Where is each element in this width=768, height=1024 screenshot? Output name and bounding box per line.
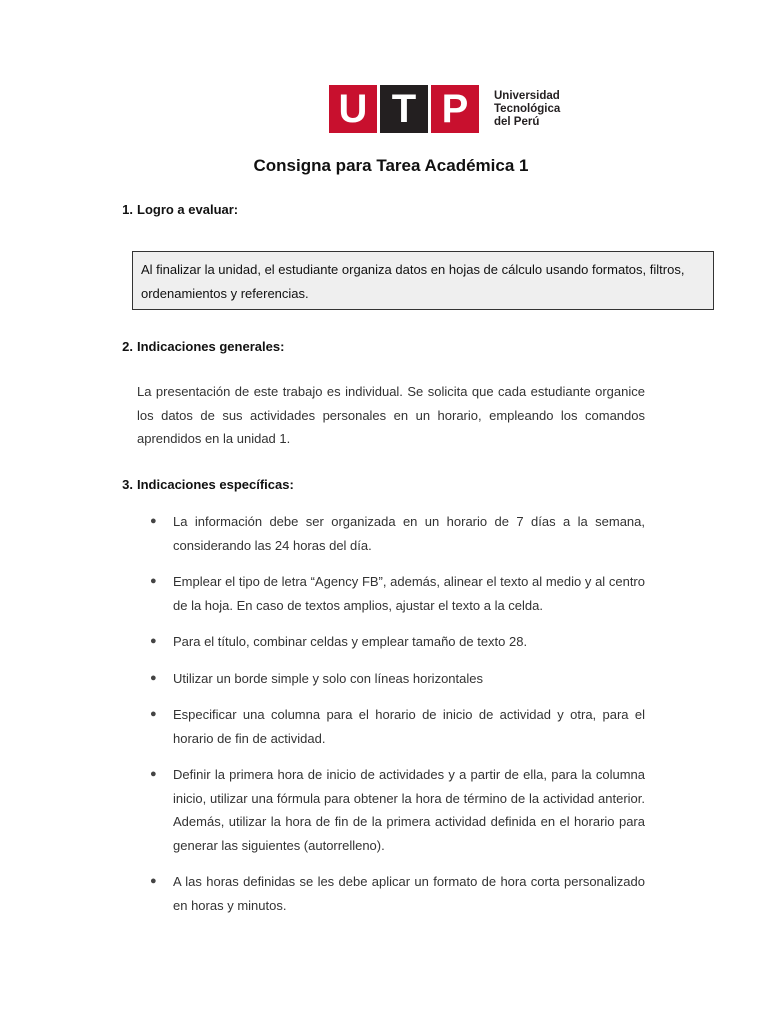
list-item <box>150 630 645 654</box>
utp-logo <box>329 85 560 133</box>
logo-wordmark <box>494 90 560 129</box>
list-item-text: Especificar una columna para el horario de inicio de actividad y otra, para el horario de fin de actividad. <box>173 707 645 746</box>
logo-line-2: Tecnológica <box>494 102 561 115</box>
list-item-text: A las horas definidas se les debe aplicar un formato de hora corta personalizado en horas y minutos. <box>173 874 645 913</box>
bullet-icon: ● <box>150 768 157 780</box>
bullet-icon: ● <box>150 515 157 527</box>
section-2-number: 2. <box>122 339 133 354</box>
list-item-text: Utilizar un borde simple y solo con líneas horizontales <box>173 670 483 686</box>
list-item-text: Emplear el tipo de letra “Agency FB”, además, alinear el texto al medio y al centro de la hoja. En caso de textos amplios, ajustar el texto a la celda. <box>173 574 645 613</box>
goal-box: Al finalizar la unidad, el estudiante organiza datos en hojas de cálculo usando formatos, filtros, ordenamientos y referencias. <box>132 251 714 310</box>
section-2-label: Indicaciones generales: <box>137 339 285 354</box>
list-item <box>150 570 645 617</box>
section-2-heading <box>122 339 285 354</box>
logo-letter-u: U <box>329 85 377 133</box>
logo-line-1: Universidad <box>494 89 560 102</box>
bullet-icon: ● <box>150 708 157 720</box>
page-title: Consigna para Tarea Académica 1 <box>253 156 529 175</box>
list-item <box>150 763 645 857</box>
section-1-heading <box>122 202 239 217</box>
list-item <box>150 667 645 691</box>
section-1-number: 1. <box>122 202 133 217</box>
bullet-icon: ● <box>150 875 157 887</box>
list-item-text: Para el título, combinar celdas y emplear tamaño de texto 28. <box>173 634 528 649</box>
section-1-label: Logro a evaluar: <box>137 202 239 217</box>
bullet-icon: ● <box>150 671 157 684</box>
section-3-label: Indicaciones específicas: <box>137 477 294 492</box>
list-item <box>150 870 645 917</box>
logo-letter-t: T <box>380 85 428 133</box>
list-item-text: La información debe ser organizada en un horario de 7 días a la semana, considerando las 24 horas del día. <box>173 514 645 553</box>
general-instructions-text: La presentación de este trabajo es individual. Se solicita que cada estudiante organice los datos de sus actividades personales en un horario, empleando los comandos aprendidos en la unidad 1. <box>137 384 645 446</box>
logo-line-3: del Perú <box>494 115 540 128</box>
section-3-heading <box>122 477 294 492</box>
section-3-number: 3. <box>122 477 133 492</box>
bullet-icon: ● <box>150 635 157 647</box>
bullet-icon: ● <box>150 575 157 587</box>
list-item <box>150 510 645 557</box>
list-item-text: Definir la primera hora de inicio de actividades y a partir de ella, para la columna inicio, utilizar una fórmula para obtener la hora de término de la actividad anterior. Además, utilizar la hora de fin de la primera actividad definida en el horario para generar las siguientes (autorrelleno). <box>173 767 645 853</box>
list-item <box>150 703 645 750</box>
logo-letter-p: P <box>431 85 479 133</box>
specific-instructions-list <box>150 510 645 917</box>
